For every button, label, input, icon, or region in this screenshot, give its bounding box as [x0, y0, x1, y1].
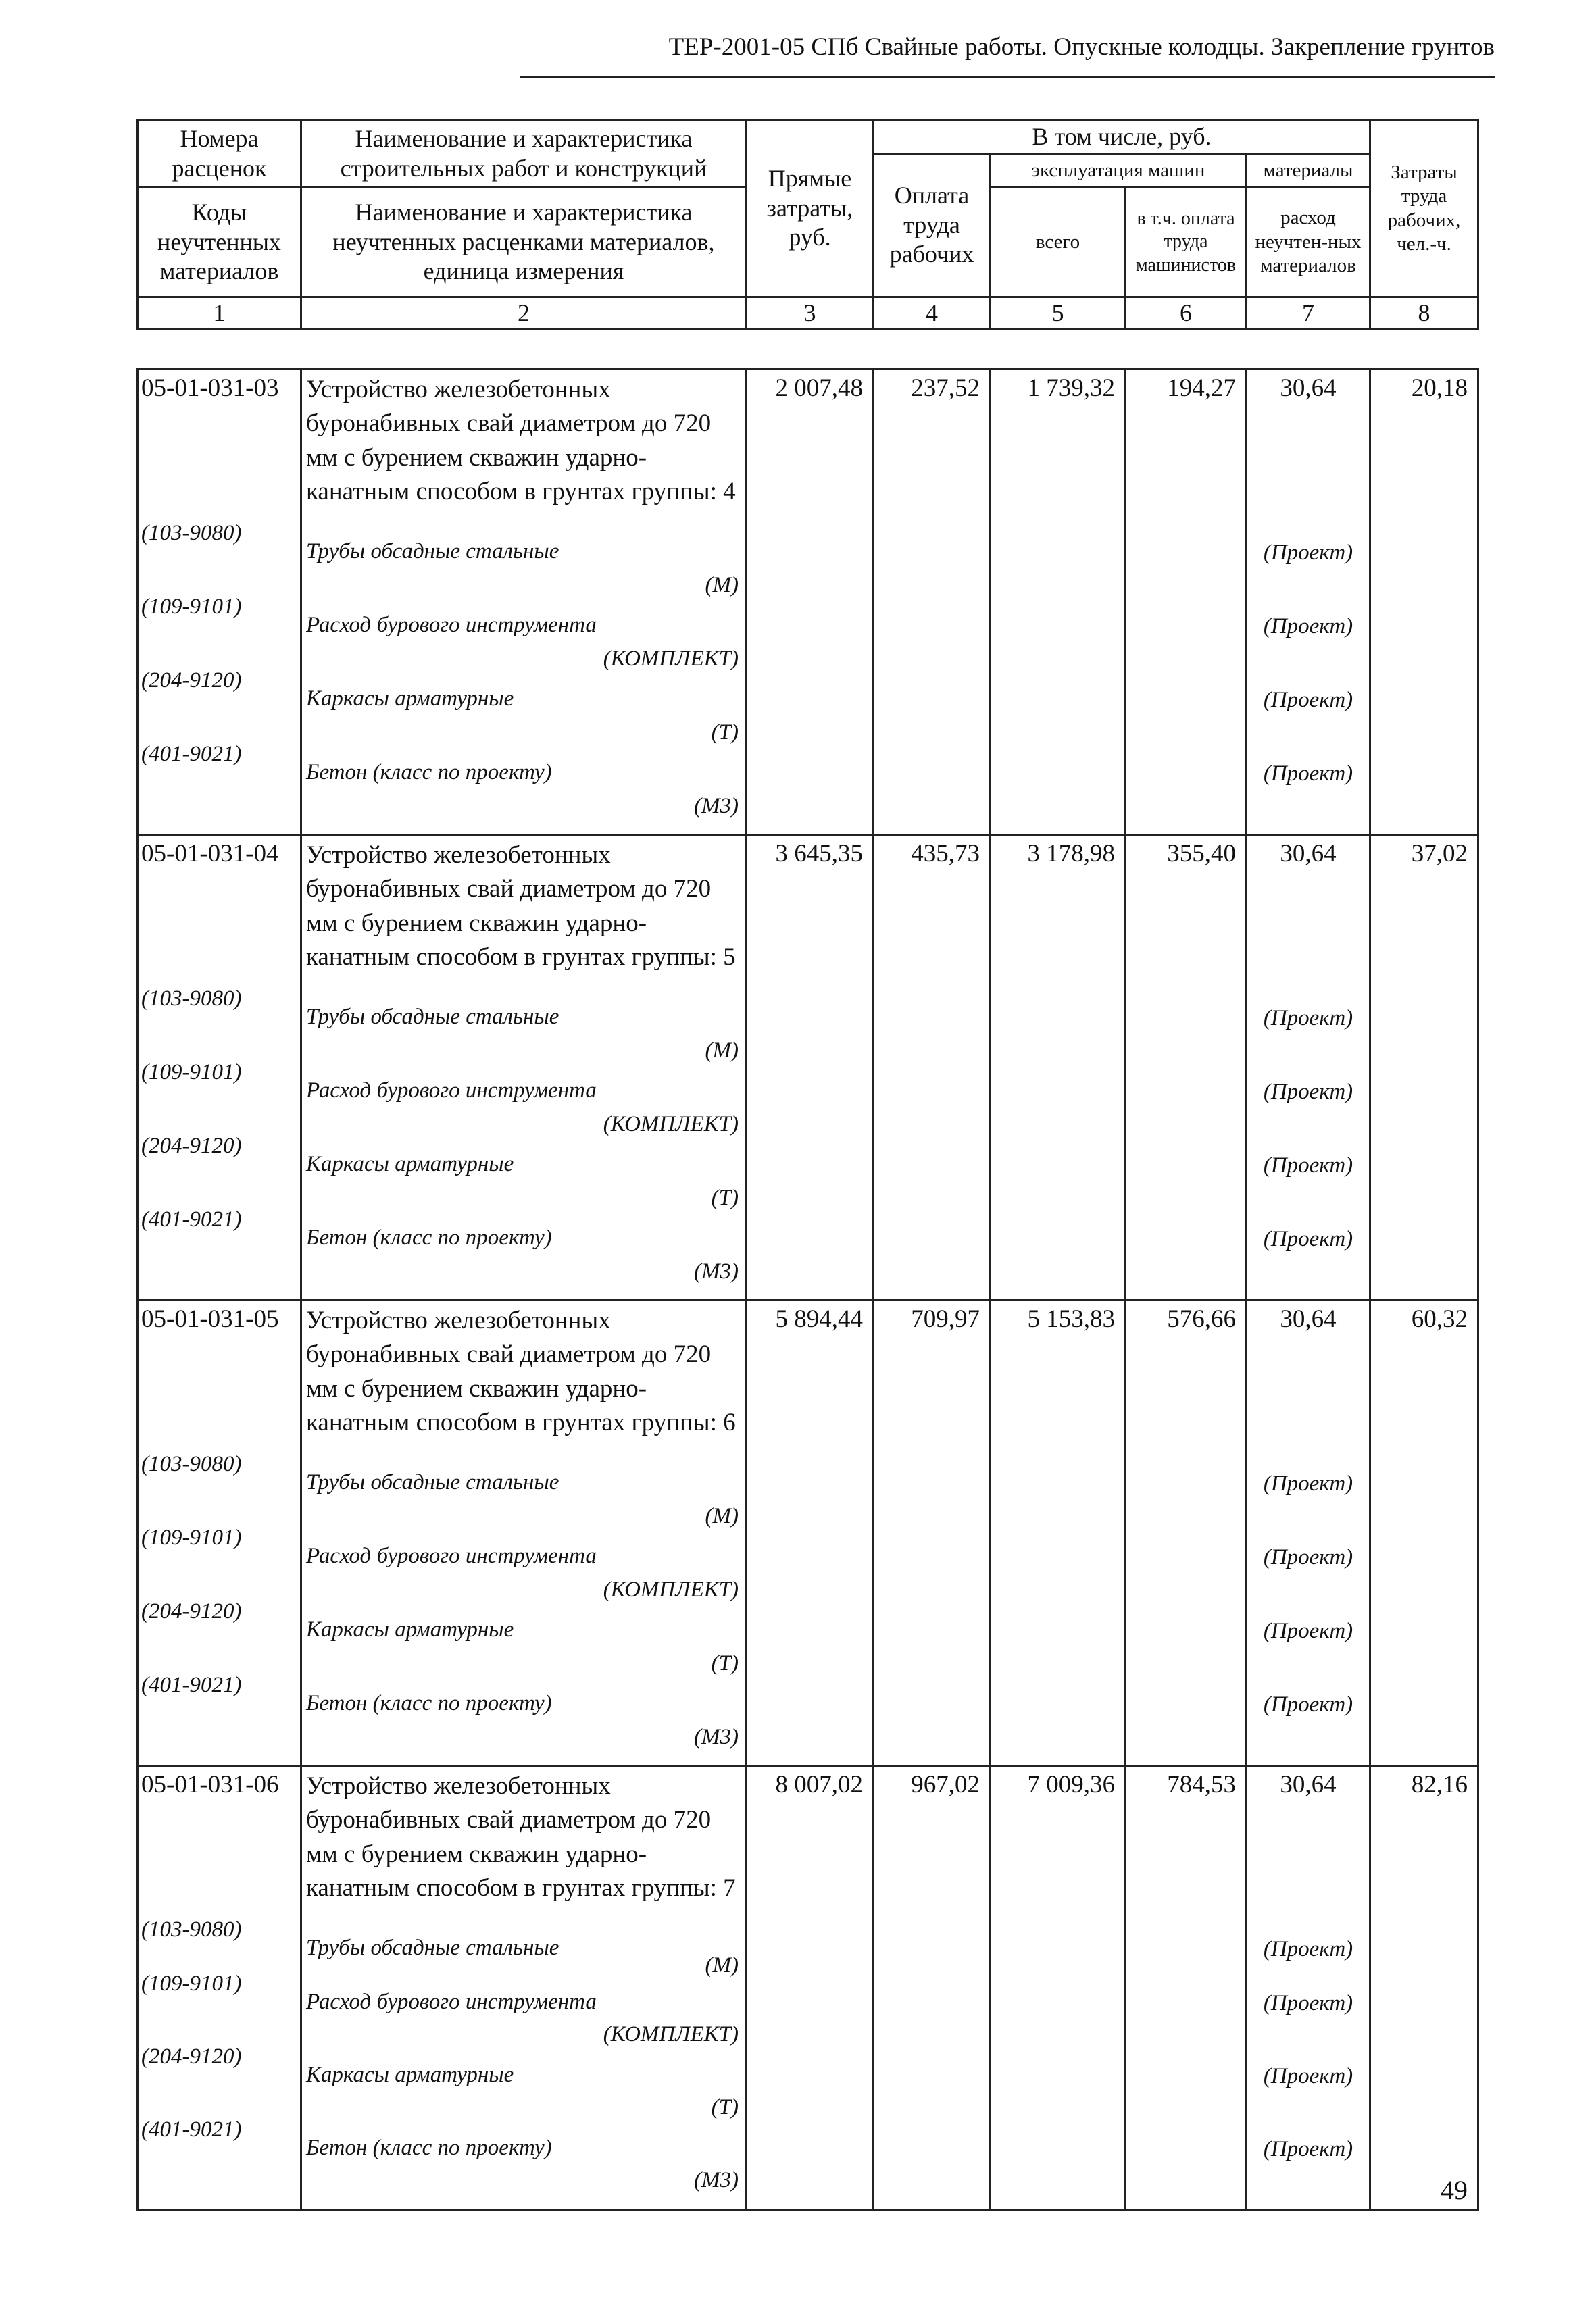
material-consumption: (Проект) [1263, 1619, 1353, 1643]
material-consumption: (Проект) [1263, 2137, 1353, 2161]
labor-hours: 60,32 [1370, 1301, 1478, 1766]
column-number: 8 [1370, 297, 1478, 330]
material-unit: (КОМПЛЕКТ) [603, 647, 739, 671]
rate-code-cell [138, 1301, 301, 1766]
material-name: Бетон (класс по проекту) [306, 1226, 552, 1250]
material-consumption: (Проект) [1263, 1692, 1353, 1717]
material-consumption: (Проект) [1263, 1545, 1353, 1569]
materials-value: 30,64 [1280, 1771, 1337, 1799]
rate-row [138, 835, 1478, 1301]
material-name: Расход бурового инструмента [306, 1544, 597, 1568]
rate-code-cell [138, 370, 301, 835]
labor-hours: 20,18 [1370, 370, 1478, 835]
header-rule [520, 76, 1495, 78]
material-code: (103-9080) [141, 521, 242, 546]
column-number: 4 [874, 297, 991, 330]
rate-code: 05-01-031-06 [141, 1771, 279, 1799]
material-consumption: (Проект) [1263, 2064, 1353, 2088]
rate-description-cell [301, 370, 747, 835]
material-unit: (М) [705, 1504, 739, 1528]
materials-value: 30,64 [1280, 1305, 1337, 1333]
page-header: ТЕР-2001-05 СПб Свайные работы. Опускные колодцы. Закрепление грунтов [668, 33, 1495, 61]
material-consumption: (Проект) [1263, 1006, 1353, 1030]
material-code: (109-9101) [141, 1060, 242, 1085]
header-machinists-pay: в т.ч. оплата труда машинистов [1126, 188, 1247, 297]
materials-cell [1247, 370, 1370, 835]
materials-cell [1247, 1766, 1370, 2210]
material-name: Трубы обсадные стальные [306, 539, 559, 563]
direct-costs: 3 645,35 [747, 835, 874, 1301]
column-number: 1 [138, 297, 301, 330]
material-consumption: (Проект) [1263, 1472, 1353, 1496]
rate-description-cell [301, 1766, 747, 2210]
material-code: (109-9101) [141, 1971, 242, 1996]
page-number: 49 [1441, 2175, 1468, 2205]
rate-description: Устройство железобетонных буронабивных свай диаметром до 720 мм с бурением скважин ударно-канатным способом в грунтах группы: 7 [306, 1772, 736, 1902]
material-unit: (Т) [711, 1186, 739, 1210]
material-code: (204-9120) [141, 668, 242, 693]
rate-description: Устройство железобетонных буронабивных свай диаметром до 720 мм с бурением скважин ударно-канатным способом в грунтах группы: 6 [306, 1307, 736, 1436]
material-code: (401-9021) [141, 1673, 242, 1698]
material-unit: (М3) [694, 2168, 739, 2192]
header-materials: материалы [1247, 154, 1370, 188]
column-number: 6 [1126, 297, 1247, 330]
direct-costs: 5 894,44 [747, 1301, 874, 1766]
material-code: (401-9021) [141, 2117, 242, 2142]
rate-row [138, 1766, 1478, 2210]
material-unit: (КОМПЛЕКТ) [603, 1112, 739, 1136]
rate-row [138, 1301, 1478, 1766]
material-consumption: (Проект) [1263, 761, 1353, 786]
material-name: Бетон (класс по проекту) [306, 2136, 552, 2160]
material-consumption: (Проект) [1263, 688, 1353, 712]
material-code: (401-9021) [141, 1207, 242, 1232]
material-name: Расход бурового инструмента [306, 1990, 597, 2014]
material-name: Каркасы арматурные [306, 1617, 514, 1642]
material-name: Бетон (класс по проекту) [306, 1691, 552, 1715]
machinists-pay: 355,40 [1126, 835, 1247, 1301]
rate-description-cell [301, 835, 747, 1301]
material-unit: (КОМПЛЕКТ) [603, 1578, 739, 1602]
header-unaccounted-consumption: расход неучтен-ных материалов [1247, 188, 1370, 297]
material-name: Бетон (класс по проекту) [306, 760, 552, 784]
labor-pay: 237,52 [874, 370, 991, 835]
material-unit: (Т) [711, 720, 739, 745]
material-consumption: (Проект) [1263, 1080, 1353, 1104]
material-consumption: (Проект) [1263, 614, 1353, 638]
header-unaccounted-names: Наименование и характеристика неучтенных расценками материалов, единица измерения [301, 188, 747, 297]
rate-description: Устройство железобетонных буронабивных свай диаметром до 720 мм с бурением скважин ударно-канатным способом в грунтах группы: 4 [306, 376, 736, 505]
material-name: Трубы обсадные стальные [306, 1470, 559, 1494]
material-name: Каркасы арматурные [306, 2063, 514, 2087]
material-code: (103-9080) [141, 1917, 242, 1942]
rate-code: 05-01-031-03 [141, 374, 279, 402]
labor-hours: 37,02 [1370, 835, 1478, 1301]
rate-row [138, 370, 1478, 835]
header-direct-costs: Прямые затраты, руб. [747, 120, 874, 297]
direct-costs: 2 007,48 [747, 370, 874, 835]
material-code: (103-9080) [141, 986, 242, 1011]
material-consumption: (Проект) [1263, 540, 1353, 565]
machines-total: 3 178,98 [991, 835, 1126, 1301]
material-unit: (М) [705, 1038, 739, 1063]
material-code: (401-9021) [141, 742, 242, 767]
machinists-pay: 784,53 [1126, 1766, 1247, 2210]
rate-code-cell [138, 1766, 301, 2210]
material-name: Каркасы арматурные [306, 1152, 514, 1176]
machinists-pay: 576,66 [1126, 1301, 1247, 1766]
material-name: Трубы обсадные стальные [306, 1005, 559, 1029]
header-unaccounted-codes: Коды неучтенных материалов [138, 188, 301, 297]
material-unit: (М3) [694, 1725, 739, 1749]
machines-total: 7 009,36 [991, 1766, 1126, 2210]
material-code: (204-9120) [141, 1134, 242, 1159]
machinists-pay: 194,27 [1126, 370, 1247, 835]
header-labor-hours: Затраты труда рабочих, чел.-ч. [1370, 120, 1478, 297]
header-work-name: Наименование и характеристика строительных работ и конструкций [301, 120, 747, 188]
column-number: 3 [747, 297, 874, 330]
materials-value: 30,64 [1280, 374, 1337, 402]
column-number: 5 [991, 297, 1126, 330]
material-name: Расход бурового инструмента [306, 1078, 597, 1103]
rate-description: Устройство железобетонных буронабивных свай диаметром до 720 мм с бурением скважин ударно-канатным способом в грунтах группы: 5 [306, 841, 736, 971]
direct-costs: 8 007,02 [747, 1766, 874, 2210]
column-number: 2 [301, 297, 747, 330]
header-including-group: В том числе, руб. [874, 120, 1370, 154]
header-rate-numbers: Номера расценок [138, 120, 301, 188]
materials-cell [1247, 835, 1370, 1301]
header-column-numbers [138, 297, 1478, 330]
rates-table [136, 368, 1479, 2211]
material-name: Каркасы арматурные [306, 686, 514, 711]
material-name: Расход бурового инструмента [306, 613, 597, 637]
header-machines-total: всего [991, 188, 1126, 297]
material-unit: (М) [705, 573, 739, 597]
material-code: (204-9120) [141, 2044, 242, 2069]
material-code: (109-9101) [141, 1526, 242, 1551]
rate-code: 05-01-031-05 [141, 1305, 279, 1333]
material-unit: (КОМПЛЕКТ) [603, 2022, 739, 2046]
machines-total: 1 739,32 [991, 370, 1126, 835]
material-unit: (М3) [694, 794, 739, 818]
rate-code-cell [138, 835, 301, 1301]
material-name: Трубы обсадные стальные [306, 1936, 559, 1960]
rate-code: 05-01-031-04 [141, 840, 279, 867]
rate-description-cell [301, 1301, 747, 1766]
material-consumption: (Проект) [1263, 1991, 1353, 2015]
header-machines: эксплуатация машин [991, 154, 1247, 188]
material-code: (109-9101) [141, 595, 242, 620]
labor-hours: 82,16 [1370, 1766, 1478, 2210]
labor-pay: 709,97 [874, 1301, 991, 1766]
labor-pay: 967,02 [874, 1766, 991, 2210]
material-consumption: (Проект) [1263, 1227, 1353, 1251]
material-consumption: (Проект) [1263, 1153, 1353, 1178]
labor-pay: 435,73 [874, 835, 991, 1301]
column-number: 7 [1247, 297, 1370, 330]
material-consumption: (Проект) [1263, 1937, 1353, 1961]
materials-value: 30,64 [1280, 840, 1337, 867]
material-unit: (М3) [694, 1259, 739, 1284]
material-code: (103-9080) [141, 1452, 242, 1477]
table-header [136, 119, 1479, 330]
material-unit: (М) [705, 1953, 739, 1978]
materials-cell [1247, 1301, 1370, 1766]
machines-total: 5 153,83 [991, 1301, 1126, 1766]
material-code: (204-9120) [141, 1599, 242, 1624]
header-labor-pay: Оплата труда рабочих [874, 154, 991, 297]
material-unit: (Т) [711, 1651, 739, 1676]
material-unit: (Т) [711, 2095, 739, 2119]
